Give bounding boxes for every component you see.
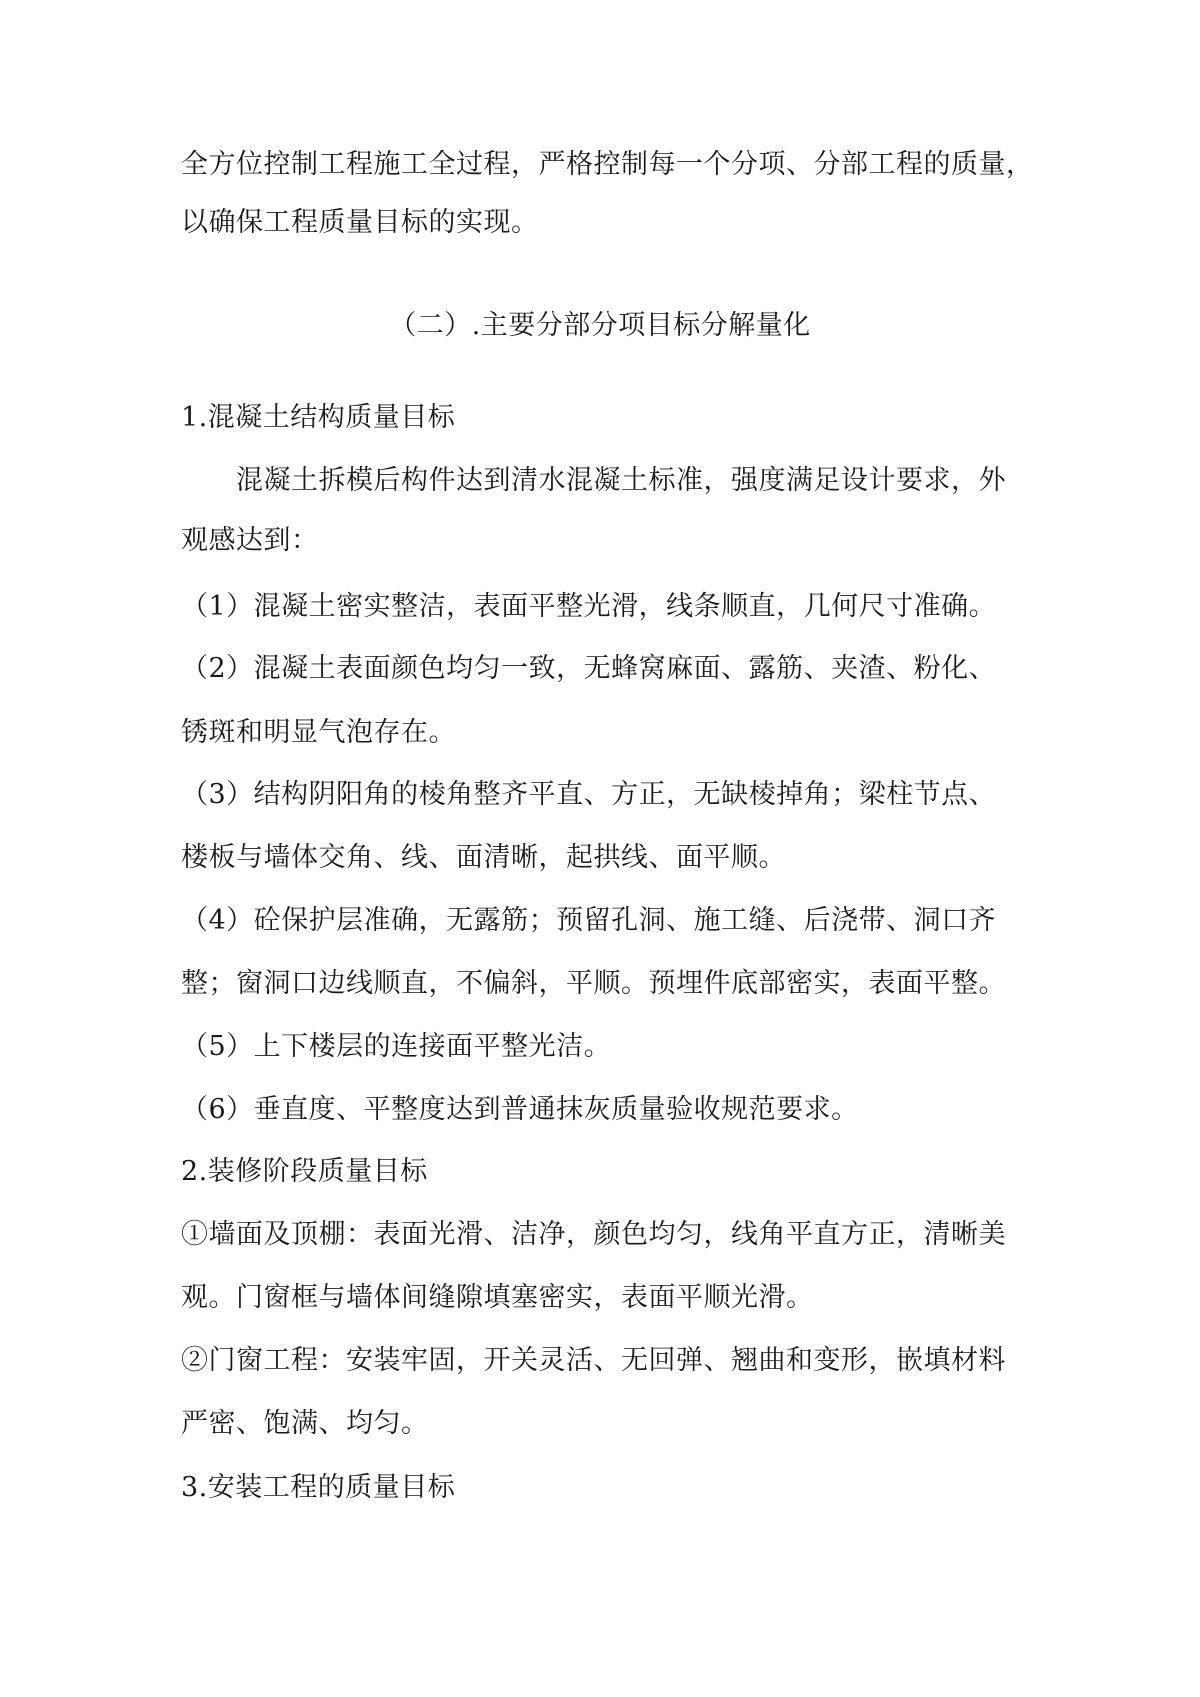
intro-line-2: 以确保工程质量目标的实现。	[181, 207, 539, 238]
concrete-item-1: （1）混凝土密实整洁，表面平整光滑，线条顺直，几何尺寸准确。	[181, 591, 997, 622]
concrete-para-line-2: 观感达到：	[181, 525, 319, 556]
concrete-heading: 1.混凝土结构质量目标	[181, 402, 456, 433]
decoration-item-2-line-1: ②门窗工程：安装牢固，开关灵活、无回弹、翘曲和变形，嵌填材料	[181, 1345, 1006, 1376]
concrete-item-3-line-2: 楼板与墙体交角、线、面清晰，起拱线、面平顺。	[181, 842, 786, 873]
concrete-item-4-line-1: （4）砼保护层准确，无露筋；预留孔洞、施工缝、后浇带、洞口齐	[181, 905, 997, 936]
decoration-heading: 2.装修阶段质量目标	[181, 1156, 428, 1187]
concrete-item-6: （6）垂直度、平整度达到普通抹灰质量验收规范要求。	[181, 1094, 859, 1125]
intro-line-1: 全方位控制工程施工全过程，严格控制每一个分项、分部工程的质量，	[181, 149, 1034, 180]
section-title: （二）.主要分部分项目标分解量化	[389, 310, 811, 341]
installation-heading: 3.安装工程的质量目标	[181, 1472, 456, 1503]
concrete-item-2-line-2: 锈斑和明显气泡存在。	[181, 717, 456, 748]
decoration-item-1-line-1: ①墙面及顶棚：表面光滑、洁净，颜色均匀，线角平直方正，清晰美	[181, 1219, 1006, 1250]
decoration-item-1-line-2: 观。门窗框与墙体间缝隙填塞密实，表面平顺光滑。	[181, 1282, 814, 1313]
concrete-item-5: （5）上下楼层的连接面平整光洁。	[181, 1031, 612, 1062]
concrete-item-4-line-2: 整；窗洞口边线顺直，不偏斜，平顺。预埋件底部密实，表面平整。	[181, 968, 1006, 999]
concrete-para-line-1: 混凝土拆模后构件达到清水混凝土标准，强度满足设计要求，外	[236, 465, 1006, 496]
concrete-item-2-line-1: （2）混凝土表面颜色均匀一致，无蜂窝麻面、露筋、夹渣、粉化、	[181, 653, 997, 684]
concrete-item-3-line-1: （3）结构阴阳角的棱角整齐平直、方正，无缺棱掉角；梁柱节点、	[181, 779, 997, 810]
decoration-item-2-line-2: 严密、饱满、均匀。	[181, 1408, 429, 1439]
